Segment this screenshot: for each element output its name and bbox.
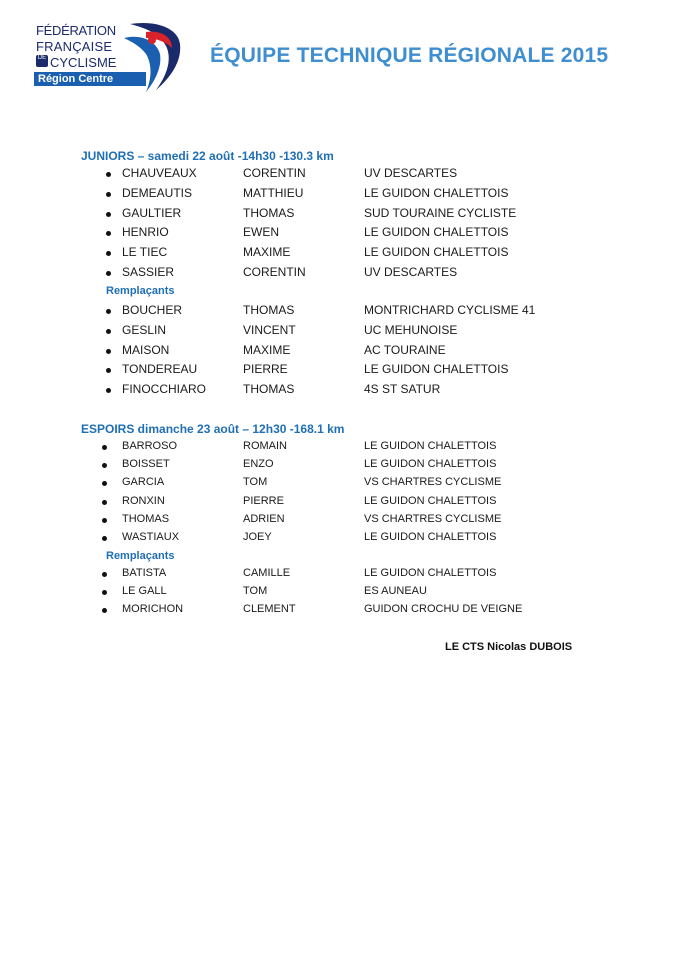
page-title: ÉQUIPE TECHNIQUE RÉGIONALE 2015 xyxy=(210,44,609,67)
rider-row xyxy=(0,322,680,342)
rider-last-name: BATISTA xyxy=(122,567,167,579)
logo-line-francaise: FRANÇAISE xyxy=(36,39,113,54)
rider-row xyxy=(0,342,680,362)
bullet-icon xyxy=(102,463,107,468)
rider-last-name: BARROSO xyxy=(122,440,178,452)
rider-first-name: CORENTIN xyxy=(243,265,306,279)
rider-row xyxy=(0,584,680,604)
rider-club: LE GUIDON CHALETTOIS xyxy=(364,440,497,452)
rider-last-name: SASSIER xyxy=(122,265,175,279)
logo-region-bar: Région Centre xyxy=(34,72,146,86)
espoirs-subs-heading: Remplaçants xyxy=(106,550,175,562)
rider-club: 4S ST SATUR xyxy=(364,382,441,397)
rider-row xyxy=(0,264,680,284)
bullet-icon xyxy=(102,500,107,505)
rider-last-name: LE TIEC xyxy=(122,245,168,260)
rider-row xyxy=(0,530,680,550)
rider-last-name: HENRIO xyxy=(122,225,169,240)
rider-club: AC TOURAINE xyxy=(364,342,446,357)
rider-row xyxy=(0,566,680,586)
rider-club: LE GUIDON CHALETTOIS xyxy=(364,567,497,579)
rider-club: GUIDON CROCHU DE VEIGNE xyxy=(364,603,523,616)
logo-de-badge: DE xyxy=(36,55,48,67)
rider-club: LE GUIDON CHALETTOIS xyxy=(364,362,509,377)
logo-cyclist-swoosh-icon xyxy=(116,18,188,96)
rider-club: UC MEHUNOISE xyxy=(364,322,458,337)
bullet-icon xyxy=(106,251,111,256)
rider-first-name: VINCENT xyxy=(243,322,296,337)
rider-row xyxy=(0,602,680,622)
rider-row xyxy=(0,494,680,514)
bullet-icon xyxy=(102,536,107,541)
bullet-icon xyxy=(106,231,111,236)
bullet-icon xyxy=(102,572,107,577)
rider-last-name: RONXIN xyxy=(122,494,165,507)
bullet-icon xyxy=(106,172,111,177)
rider-first-name: THOMAS xyxy=(243,205,295,220)
rider-club: LE GUIDON CHALETTOIS xyxy=(364,494,497,507)
ffc-logo xyxy=(30,18,190,96)
rider-first-name: THOMAS xyxy=(243,382,295,397)
rider-first-name: TOM xyxy=(243,585,268,598)
rider-first-name: EWEN xyxy=(243,225,279,240)
rider-first-name: PIERRE xyxy=(243,362,288,377)
bullet-icon xyxy=(106,349,111,354)
rider-first-name: MATTHIEU xyxy=(243,185,304,200)
rider-club: UV DESCARTES xyxy=(364,265,458,279)
bullet-icon xyxy=(106,309,111,314)
rider-club: LE GUIDON CHALETTOIS xyxy=(364,225,509,240)
bullet-icon xyxy=(102,608,107,613)
rider-club: LE GUIDON CHALETTOIS xyxy=(364,185,509,200)
section-heading-juniors: JUNIORS – samedi 22 août -14h30 -130.3 km xyxy=(81,149,334,163)
rider-first-name: TOM xyxy=(243,476,268,489)
rider-first-name: CAMILLE xyxy=(243,567,291,579)
rider-row xyxy=(0,512,680,532)
rider-last-name: GAULTIER xyxy=(122,205,182,220)
logo-line-federation: FÉDÉRATION xyxy=(36,23,116,38)
bullet-icon xyxy=(106,388,111,393)
bullet-icon xyxy=(102,590,107,595)
rider-first-name: ENZO xyxy=(243,458,274,471)
rider-last-name: LE GALL xyxy=(122,585,167,598)
rider-row xyxy=(0,224,680,244)
rider-club: ES AUNEAU xyxy=(364,585,427,598)
rider-first-name: CLEMENT xyxy=(243,603,296,616)
rider-row xyxy=(0,185,680,205)
bullet-icon xyxy=(106,271,111,276)
rider-row xyxy=(0,165,680,185)
rider-last-name: MORICHON xyxy=(122,603,184,616)
rider-club: LE GUIDON CHALETTOIS xyxy=(364,245,509,260)
rider-club: VS CHARTRES CYCLISME xyxy=(364,512,502,525)
rider-first-name: MAXIME xyxy=(243,245,291,260)
rider-last-name: TONDEREAU xyxy=(122,362,198,377)
rider-first-name: ADRIEN xyxy=(243,512,285,525)
bullet-icon xyxy=(102,481,107,486)
rider-first-name: PIERRE xyxy=(243,494,284,507)
rider-club: LE GUIDON CHALETTOIS xyxy=(364,458,497,471)
rider-row xyxy=(0,302,680,322)
rider-club: VS CHARTRES CYCLISME xyxy=(364,476,502,489)
rider-first-name: THOMAS xyxy=(243,303,295,317)
bullet-icon xyxy=(102,518,107,523)
rider-club: LE GUIDON CHALETTOIS xyxy=(364,531,497,543)
rider-last-name: BOUCHER xyxy=(122,303,183,317)
rider-row xyxy=(0,381,680,401)
rider-last-name: DEMEAUTIS xyxy=(122,185,193,200)
bullet-icon xyxy=(106,329,111,334)
rider-first-name: ROMAIN xyxy=(243,440,287,452)
rider-row xyxy=(0,361,680,381)
rider-row xyxy=(0,205,680,225)
logo-line-cyclisme: CYCLISME xyxy=(50,55,117,70)
rider-club: UV DESCARTES xyxy=(364,166,458,180)
rider-first-name: MAXIME xyxy=(243,342,291,357)
rider-first-name: CORENTIN xyxy=(243,166,306,180)
bullet-icon xyxy=(106,212,111,217)
juniors-subs-heading: Remplaçants xyxy=(106,285,175,297)
rider-club: SUD TOURAINE CYCLISTE xyxy=(364,205,517,220)
rider-last-name: THOMAS xyxy=(122,512,170,525)
rider-club: MONTRICHARD CYCLISME 41 xyxy=(364,303,536,317)
rider-row xyxy=(0,475,680,495)
section-heading-espoirs: ESPOIRS dimanche 23 août – 12h30 -168.1 km xyxy=(81,422,345,436)
rider-last-name: MAISON xyxy=(122,342,170,357)
rider-last-name: FINOCCHIARO xyxy=(122,382,206,397)
rider-first-name: JOEY xyxy=(243,531,272,543)
rider-row xyxy=(0,244,680,264)
rider-last-name: GARCIA xyxy=(122,476,165,489)
rider-last-name: CHAUVEAUX xyxy=(122,166,197,180)
rider-last-name: WASTIAUX xyxy=(122,531,180,543)
rider-last-name: BOISSET xyxy=(122,458,170,471)
rider-row xyxy=(0,457,680,477)
rider-last-name: GESLIN xyxy=(122,322,167,337)
bullet-icon xyxy=(106,192,111,197)
signature: LE CTS Nicolas DUBOIS xyxy=(445,641,573,653)
bullet-icon xyxy=(102,445,107,450)
bullet-icon xyxy=(106,368,111,373)
rider-row xyxy=(0,439,680,459)
